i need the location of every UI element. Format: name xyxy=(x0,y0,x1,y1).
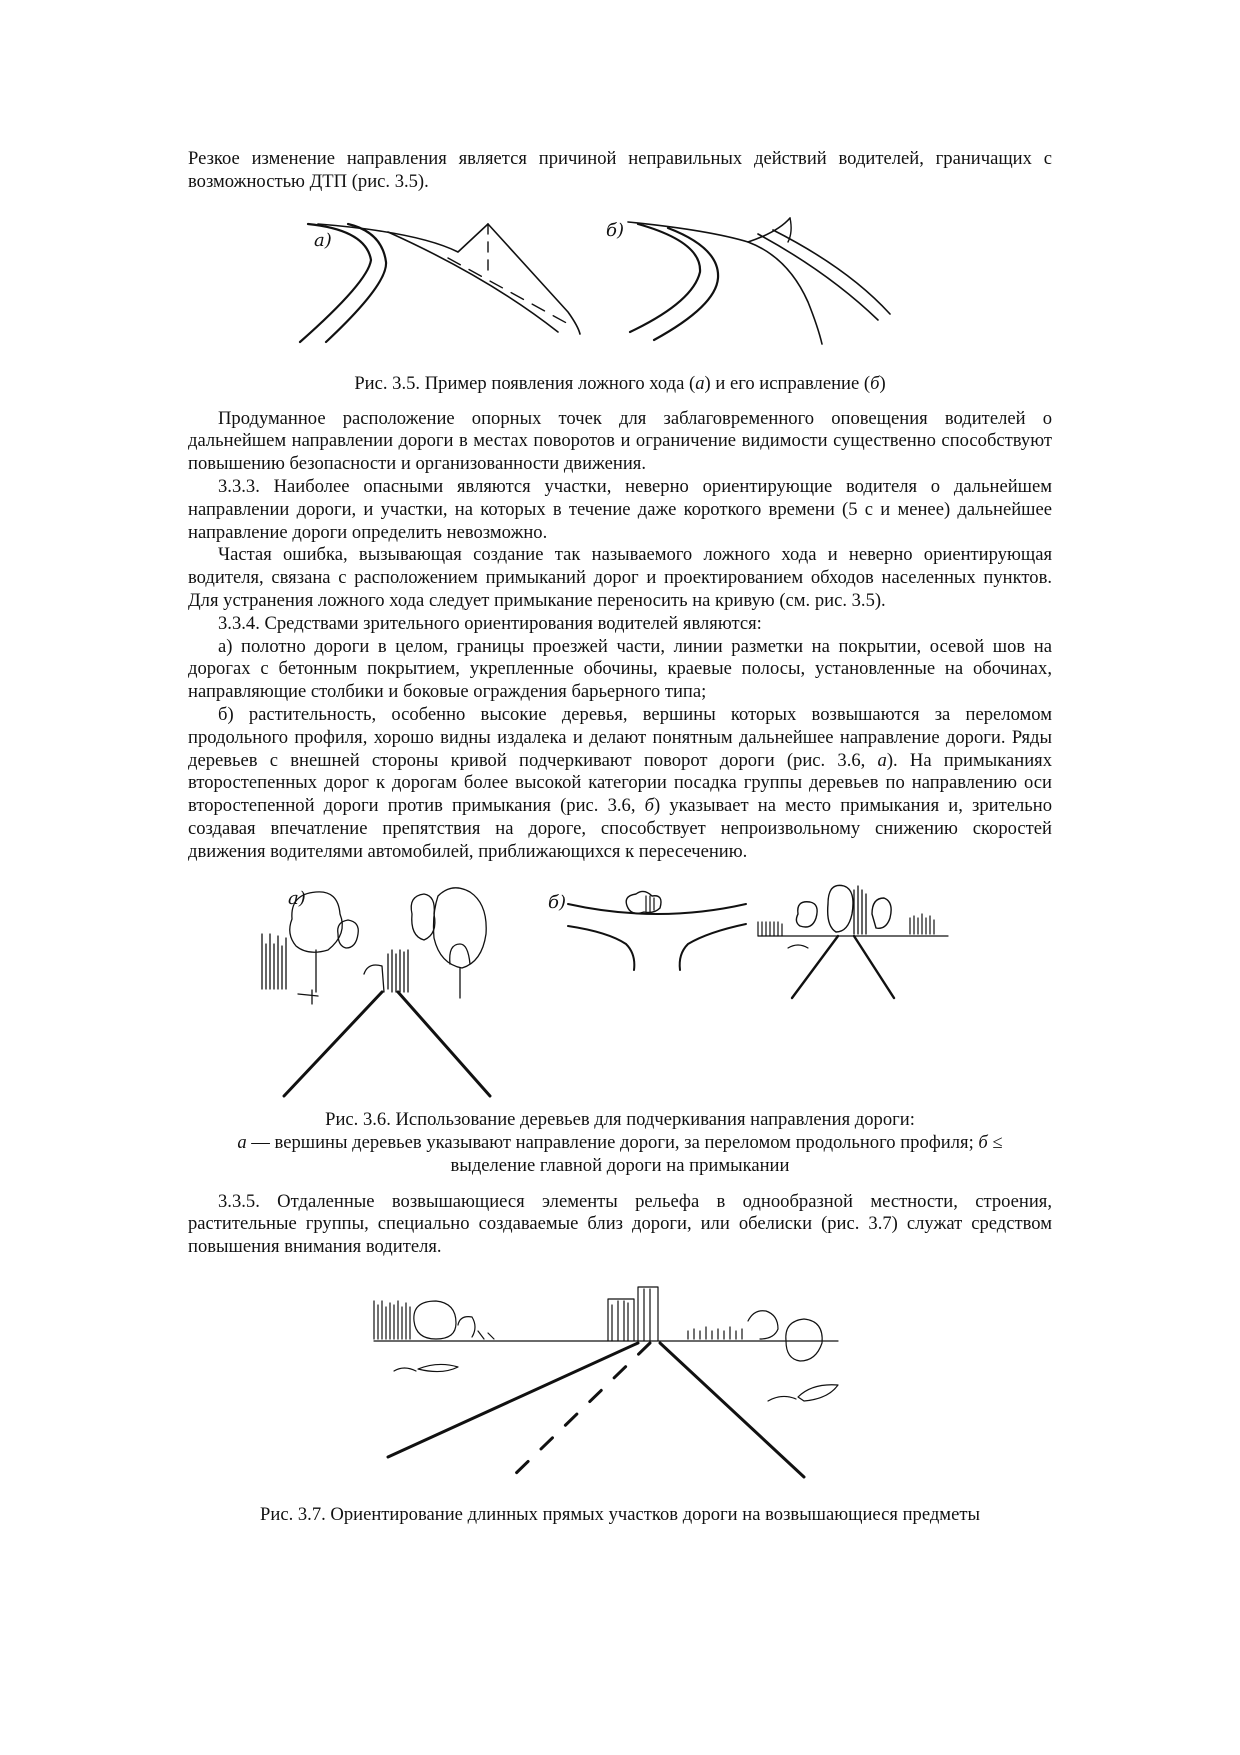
paragraph-reference-points: Продуманное расположение опорных точек для заблаговременного оповещения водителей о дальнейшем направлении дороги в местах поворотов и ограничение видимости существенно способствуют повышению безопасности и организованности движения. xyxy=(188,407,1052,475)
paragraph-text: ). На примыканиях второстепенных дорог к дорогам более высокой категории посадка группы деревьев по направлению оси второстепенной дороги против примыкания (рис. 3.6, xyxy=(188,749,1052,817)
figure-3-5-label-b: б) xyxy=(606,219,625,241)
paragraph-3-3-4: 3.3.4. Средствами зрительного ориентирования водителей являются: xyxy=(218,612,762,634)
caption-text: Рис. 3.5. Пример появления ложного хода ( xyxy=(354,372,696,394)
figure-3-6-caption-line3: выделение главной дороги на примыкании xyxy=(450,1154,790,1176)
figure-3-6-caption-line1: Рис. 3.6. Использование деревьев для подчеркивания направления дороги: xyxy=(325,1108,915,1130)
figure-3-5-a xyxy=(300,224,580,342)
caption-italic-b: б xyxy=(978,1131,988,1153)
paragraph-3-3-3: 3.3.3. Наиболее опасными являются участки, неверно ориентирующие водителя о дальнейшем направлении дороги, и участки, на которых в течение даже короткого времени (5 с и менее) дальнейшее направление дороги определить невозможно. xyxy=(188,475,1052,543)
paragraph-false-course: Частая ошибка, вызывающая создание так называемого ложного хода и неверно ориентирующая водителя, связана с расположением примыканий дорог и проектированием обходов населенных пунктов. Для устранения ложного хода следует примыкание переносить на кривую (см. рис. 3.5). xyxy=(188,544,1052,611)
paragraph-3-3-5: 3.3.5. Отдаленные возвышающиеся элементы рельефа в однообразной местности, строения, растительные группы, специально создаваемые близ дороги, или обелиски (рис. 3.7) служат средством повышения внимания водителя. xyxy=(188,1190,1052,1258)
intro-paragraph: Резкое изменение направления является причиной неправильных действий водителей, граничащих с возможностью ДТП (рис. 3.5). xyxy=(188,148,1052,192)
document-page xyxy=(188,148,1052,1526)
figure-3-5-caption xyxy=(188,372,1052,395)
paragraph-italic-a: а xyxy=(877,749,887,771)
figure-3-6 xyxy=(188,874,1052,1100)
figure-3-6-label-a: а) xyxy=(288,887,306,909)
figure-3-5 xyxy=(188,202,1052,362)
figure-3-6-caption-line2 xyxy=(188,1131,1052,1154)
figure-3-6-a xyxy=(262,887,490,1095)
paragraph-text: ) указывает на место примыкания и, зрительно создавая впечатление препятствия на дороге, способствует непроизвольному снижению скоростей движения водителями автомобилей, приближающихся к пересечению. xyxy=(188,795,1053,862)
paragraph-item-a: а) полотно дороги в целом, границы проезжей части, линии разметки на покрытии, осевой шов на дорогах с бетонным покрытием, укрепленные обочины, краевые полосы, установленные на обочинах, направляющие столбики и боковые ограждения барьерного типа; xyxy=(188,635,1052,703)
paragraph-italic-b: б xyxy=(644,795,655,817)
figure-3-6-label-b: б) xyxy=(548,891,567,913)
caption-italic-a: а xyxy=(695,372,705,394)
caption-text: ) и его исправление ( xyxy=(704,372,871,394)
figure-3-7-road-edge-left xyxy=(388,1343,638,1457)
figure-3-7-road-edge-right xyxy=(660,1343,804,1477)
figure-3-5-b xyxy=(606,218,890,344)
figure-3-7-centerline xyxy=(508,1343,650,1481)
caption-italic-b: б xyxy=(870,372,880,394)
figure-3-6-c xyxy=(758,885,948,998)
figure-3-7 xyxy=(188,1281,1052,1481)
caption-text: ≤ xyxy=(987,1131,1003,1153)
figure-3-6-b xyxy=(548,891,746,970)
paragraph-text: б) растительность, особенно высокие деревья, вершины которых возвышаются за переломом продольного профиля, хорошо видны издалека и делают понятным дальнейшее направление дороги. Ряды деревьев с внешней стороны кривой подчеркивают поворот дороги (рис. 3.6, xyxy=(188,703,1052,771)
figure-3-7-caption: Рис. 3.7. Ориентирование длинных прямых участков дороги на возвышающиеся предметы xyxy=(260,1503,980,1525)
caption-text: — вершины деревьев указывают направление дороги, за переломом продольного профиля; xyxy=(246,1131,979,1153)
caption-italic-a: а xyxy=(237,1131,247,1153)
figure-3-5-label-a: а) xyxy=(314,229,332,251)
paragraph-item-b xyxy=(188,704,1052,864)
caption-text: ) xyxy=(879,372,886,394)
figure-3-7-horizon xyxy=(374,1287,838,1401)
